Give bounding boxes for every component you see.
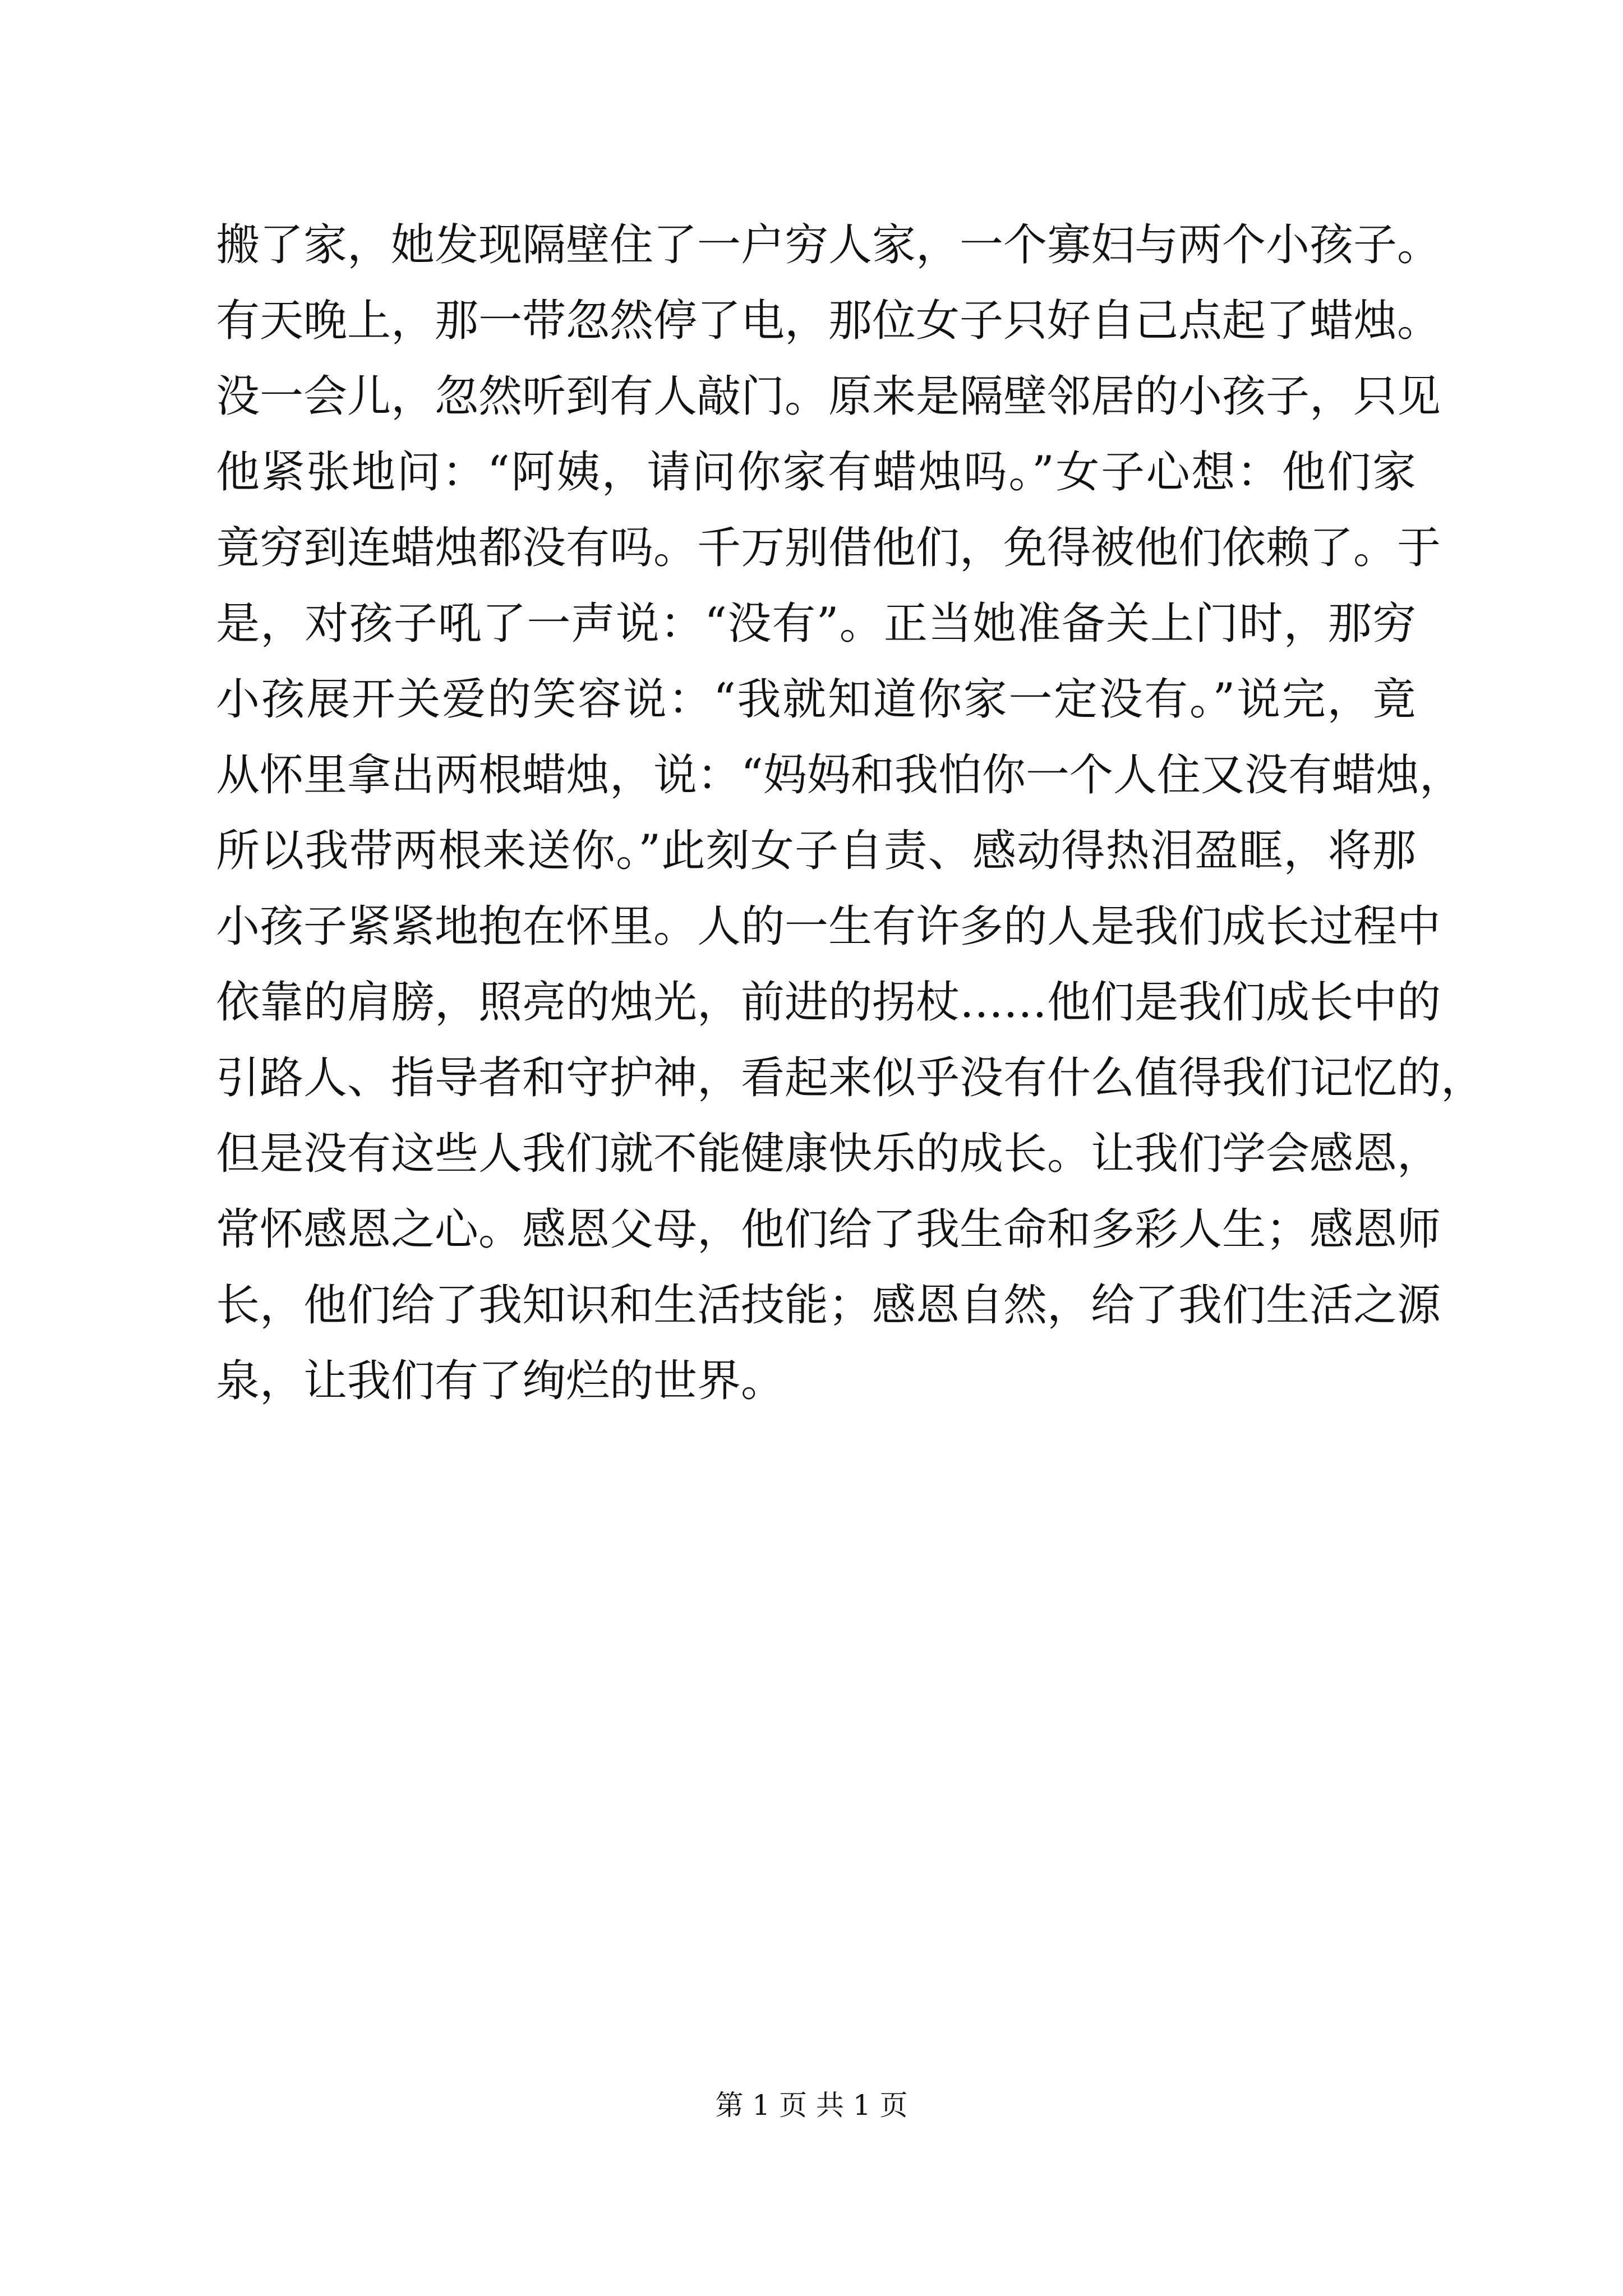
text-line: 常怀感恩之心。感恩父母，他们给了我生命和多彩人生；感恩师 xyxy=(216,1204,1441,1255)
text-line: 所以我带两根来送你。”此刻女子自责、感动得热泪盈眶，将那 xyxy=(216,826,1416,876)
text-line: 引路人、指导者和守护神，看起来似乎没有什么值得我们记忆的， xyxy=(216,1053,1485,1103)
text-line: 他紧张地问：“阿姨，请问你家有蜡烛吗。”女子心想：他们家 xyxy=(216,447,1416,498)
text-line: 但是没有这些人我们就不能健康快乐的成长。让我们学会感恩， xyxy=(216,1129,1441,1179)
text-line: 没一会儿，忽然听到有人敲门。原来是隔壁邻居的小孩子，只见 xyxy=(216,371,1441,422)
text-line: 小孩展开关爱的笑容说：“我就知道你家一定没有。”说完，竟 xyxy=(216,674,1416,725)
text-line: 竟穷到连蜡烛都没有吗。千万别借他们，免得被他们依赖了。于 xyxy=(216,523,1441,573)
text-line: 长，他们给了我知识和生活技能；感恩自然，给了我们生活之源 xyxy=(216,1280,1441,1331)
text-line: 搬了家，她发现隔壁住了一户穷人家，一个寡妇与两个小孩子。 xyxy=(216,220,1441,270)
text-line: 是，对孩子吼了一声说：“没有”。正当她准备关上门时，那穷 xyxy=(216,599,1416,649)
text-line: 有天晚上，那一带忽然停了电，那位女子只好自己点起了蜡烛。 xyxy=(216,296,1441,346)
page-footer xyxy=(0,2086,1623,2125)
text-line: 小孩子紧紧地抱在怀里。人的一生有许多的人是我们成长过程中 xyxy=(216,901,1441,952)
text-line: 泉，让我们有了绚烂的世界。 xyxy=(216,1356,785,1406)
page-number: 第 1 页 共 1 页 xyxy=(715,2089,908,2122)
body-text xyxy=(216,208,1485,1419)
text-line: 从怀里拿出两根蜡烛，说：“妈妈和我怕你一个人住又没有蜡烛， xyxy=(216,750,1463,800)
text-line: 依靠的肩膀，照亮的烛光，前进的拐杖……他们是我们成长中的 xyxy=(216,977,1441,1028)
